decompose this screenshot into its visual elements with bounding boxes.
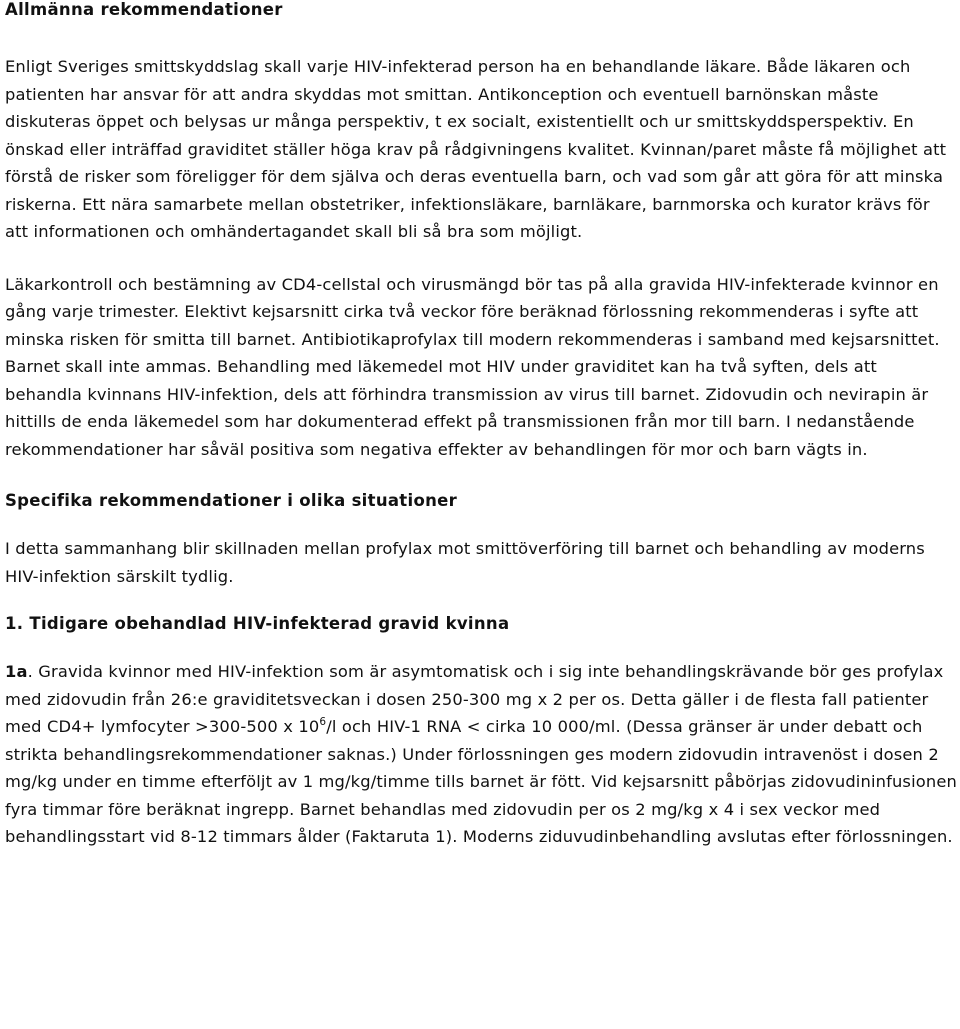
heading-specific-recommendations: Specifika rekommendationer i olika situationer [5,491,458,510]
paragraph-medical-control: Läkarkontroll och bestämning av CD4-cellstal och virusmängd bör tas på alla gravida HIV-infekterade kvinnor en gång varje trimester. Elektivt kejsarsnitt cirka två veckor före beräknad förlossning rekommenderas i syfte att minska risken för smitta till barnet. Antibiotikaprofylax till modern rekommenderas i samband med kejsarsnittet. Barnet skall inte ammas. Behandling med läkemedel mot HIV under graviditet kan ha två syften, dels att behandla kvinnans HIV-infektion, dels att förhindra transmission av virus till barnet. Zidovudin och nevirapin är hittills de enda läkemedel som har dokumenterad effekt på transmissionen från mor till barn. I nedanstående rekommendationer har såväl positiva som negativa effekter av behandlingen för mor och barn vägts in. [5,274,940,459]
case-1a-superscript: 6 [319,716,327,728]
heading-general-recommendations: Allmänna rekommendationer [5,0,283,19]
heading-case-1: 1. Tidigare obehandlad HIV-infekterad gravid kvinna [5,614,510,633]
case-1a-text-part1: . Gravida kvinnor med HIV-infektion som är asymtomatisk och i sig inte behandlingskrävande bör ges profylax med zidovudin från 26:e graviditetsveckan i dosen 250-300 mg x 2 per os. Detta gäller i de flesta fall patienter med CD4+ lymfocyter >300-500 x 10 [5,662,944,736]
case-1a-text-part2: /l och HIV-1 RNA < cirka 10 000/ml. (Dessa gränser är under debatt och strikta behandlingsrekommendationer saknas.) Under förlossningen ges modern zidovudin intravenöst i dosen 2 mg/kg under en timme efterföljt av 1 mg/kg/timme tills barnet är fött. Vid kejsarsnitt påbörjas zidovudininfusionen fyra timmar före beräknat ingrepp. Barnet behandlas med zidovudin per os 2 mg/kg x 4 i sex veckor med behandlingsstart vid 8-12 timmars ålder (Faktaruta 1). Moderns ziduvudinbehandling avslutas efter förlossningen. [5,717,957,846]
paragraph-context: I detta sammanhang blir skillnaden mellan profylax mot smittöverföring till barnet och behandling av moderns HIV-infektion särskilt tydlig. [5,539,925,586]
paragraph-intro: Enligt Sveriges smittskyddslag skall varje HIV-infekterad person ha en behandlande läkare. Både läkaren och patienten har ansvar för att andra skyddas mot smittan. Antikonception och eventuell barnönskan måste diskuteras öppet och belysas ur många perspektiv, t ex socialt, existentiellt och ur smittskyddsperspektiv. En önskad eller inträffad graviditet ställer höga krav på rådgivningens kvalitet. Kvinnan/paret måste få möjlighet att förstå de risker som föreligger för dem själva och deras eventuella barn, och vad som går att göra för att minska riskerna. Ett nära samarbete mellan obstetriker, infektionsläkare, barnläkare, barnmorska och kurator krävs för att informationen och omhändertagandet skall bli så bra som möjligt. [5,57,947,241]
document-page [5,0,957,851]
paragraph-case-1a [5,658,957,851]
case-1a-label: 1a [5,662,28,681]
